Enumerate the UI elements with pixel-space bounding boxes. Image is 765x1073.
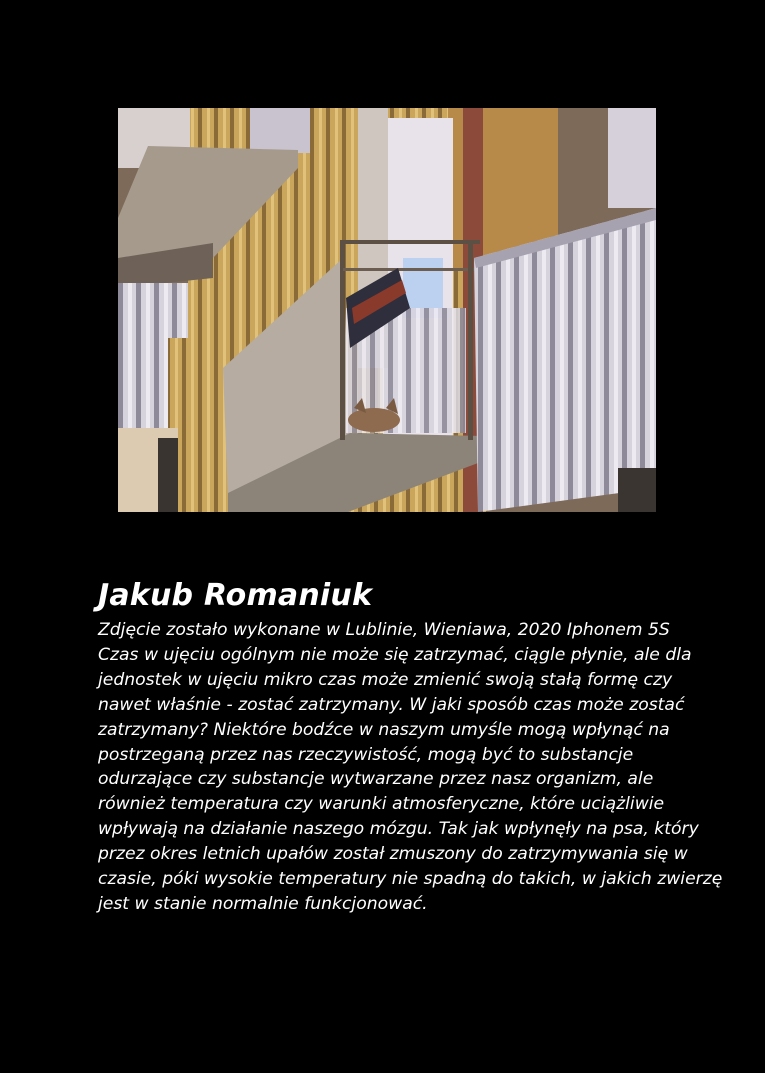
description-line: zatrzymany? Niektóre bodźce w naszym umyśle mogą wpłynąć na (98, 719, 670, 740)
description-line: Zdjęcie zostało wykonane w Lublinie, Wieniawa, 2020 Iphonem 5S (98, 620, 670, 640)
photo-description (98, 618, 728, 917)
description-line: również temperatura czy warunki atmosferyczne, które uciążliwie (98, 794, 665, 815)
description-line: przez okres letnich upałów został zmuszony do zatrzymywania się w (98, 844, 688, 865)
author-name: Jakub Romaniuk (98, 578, 373, 613)
description-line: jednostek w ujęciu mikro czas może zmienić swoją stałą formę czy (98, 669, 673, 690)
description-line: odurzające czy substancje wytwarzane przez nasz organizm, ale (98, 769, 654, 790)
description-line: Czas w ujęciu ogólnym nie może się zatrzymać, ciągle płynie, ale dla (98, 644, 692, 665)
balcony-photo (118, 108, 656, 512)
description-line: czasie, póki wysokie temperatury nie spadną do takich, w jakich zwierzę (98, 869, 723, 890)
description-line: jest w stanie normalnie funkcjonować. (98, 893, 428, 914)
description-line: nawet właśnie - zostać zatrzymany. W jaki sposób czas może zostać (98, 694, 685, 715)
description-line: wpływają na działanie naszego mózgu. Tak jak wpłynęły na psa, który (98, 819, 699, 840)
description-line: postrzeganą przez nas rzeczywistość, mogą być to substancje (98, 744, 634, 765)
